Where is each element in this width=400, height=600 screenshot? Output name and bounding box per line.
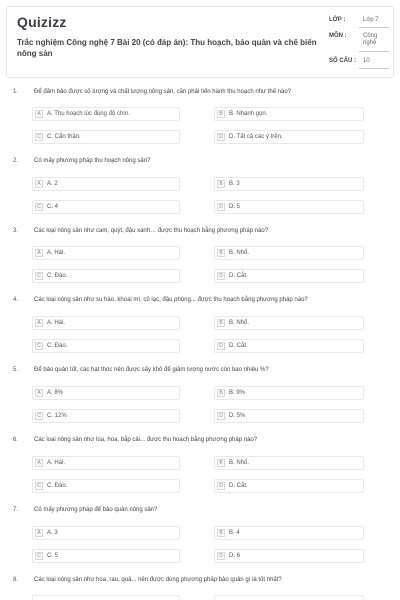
option-letter: D (217, 203, 225, 211)
answer-option[interactable] (214, 409, 364, 423)
answer-option[interactable] (32, 479, 180, 493)
answer-option[interactable] (214, 549, 364, 563)
option-letter: A (35, 389, 43, 397)
option-letter: C (35, 412, 43, 420)
answer-option[interactable] (214, 456, 364, 470)
question-number: 7. (13, 507, 19, 513)
worksheet-title: Trắc nghiệm Công nghệ 7 Bài 20 (có đáp án): Thu hoạch, bảo quản và chế biến nông sản (17, 38, 317, 58)
option-letter: D (217, 552, 225, 560)
option-letter: C (35, 482, 43, 490)
answer-option[interactable] (214, 595, 364, 600)
option-text: A. 8% (47, 390, 64, 396)
answer-option[interactable] (32, 269, 180, 283)
question-number: 8. (13, 577, 19, 583)
question-number: 1. (13, 89, 19, 95)
answer-option[interactable] (32, 246, 180, 260)
option-letter: D (217, 412, 225, 420)
question-text: Có mấy phương pháp để bảo quản nông sản? (34, 507, 158, 513)
answer-option[interactable] (32, 107, 180, 121)
option-text: C. Đào. (47, 483, 68, 489)
option-text: D. Cắt. (229, 483, 248, 489)
option-letter: B (217, 529, 225, 537)
grade-value: Lớp 7 (363, 17, 379, 23)
question-number: 3. (13, 228, 19, 234)
option-text: C. Đào. (47, 343, 68, 349)
option-text: A. Hái. (47, 460, 66, 466)
option-letter: B (217, 459, 225, 467)
option-letter: A (35, 110, 43, 118)
question-text: Các loại nông sản như hoa, rau, quả... nên được dùng phương pháp bảo quản gì là tốt nhất? (34, 577, 282, 583)
option-text: D. 6 (229, 553, 241, 559)
option-letter: A (35, 319, 43, 327)
meta-divider (359, 68, 389, 69)
option-letter: A (35, 529, 43, 537)
grade-label: LỚP : (329, 17, 346, 23)
question-text: Để bảo quản tốt, các hạt thóc nên được sấy khô để giảm lượng nước còn bao nhiêu %? (34, 367, 269, 373)
answer-option[interactable] (32, 177, 180, 191)
question-text: Các loại nông sản như su hào, khoai mì, củ lạc, đậu phộng... được thu hoạch bằng phương pháp nào? (34, 297, 308, 303)
option-text: B. Nhanh gọn. (229, 111, 268, 117)
subject-label: MÔN : (329, 33, 347, 39)
answer-option[interactable] (32, 386, 180, 400)
option-letter: D (217, 482, 225, 490)
option-text: B. 3 (229, 181, 240, 187)
option-text: B. 9% (229, 390, 246, 396)
answer-option[interactable] (32, 200, 180, 214)
question-number: 2. (13, 158, 19, 164)
answer-option[interactable] (32, 456, 180, 470)
option-text: D. 5% (229, 413, 246, 419)
option-letter: B (217, 389, 225, 397)
answer-option[interactable] (214, 246, 364, 260)
option-letter: A (35, 180, 43, 188)
option-letter: D (217, 272, 225, 280)
question-text: Để đảm bảo được số lượng và chất lượng nông sản, cần phải tiến hành thu hoạch như thế nào? (34, 89, 292, 95)
answer-option[interactable] (214, 339, 364, 353)
count-label: SỐ CÂU : (329, 58, 356, 64)
option-text: C. 5 (47, 553, 59, 559)
option-letter: B (217, 180, 225, 188)
option-text: A. 2 (47, 181, 58, 187)
option-letter: B (217, 319, 225, 327)
subject-value: Công nghệ (363, 33, 378, 46)
option-text: C. 4 (47, 204, 59, 210)
option-text: C. Cẩn thận. (47, 134, 81, 140)
answer-option[interactable] (214, 200, 364, 214)
question-number: 5. (13, 367, 19, 373)
answer-option[interactable] (214, 479, 364, 493)
option-text: D. Cắt. (229, 343, 248, 349)
option-text: C. Đào. (47, 273, 68, 279)
meta-divider (359, 51, 389, 52)
answer-option[interactable] (214, 526, 364, 540)
option-letter: A (35, 459, 43, 467)
question-text: Các loại nông sản như lúa, hoa, bắp cải... được thu hoạch bằng phương pháp nào? (34, 437, 258, 443)
answer-option[interactable] (32, 526, 180, 540)
option-text: D. Tất cả các ý trên. (229, 134, 283, 140)
option-letter: C (35, 342, 43, 350)
option-letter: C (35, 203, 43, 211)
option-letter: A (35, 249, 43, 257)
option-letter: D (217, 133, 225, 141)
answer-option[interactable] (214, 269, 364, 283)
answer-option[interactable] (32, 595, 180, 600)
option-text: D. Cắt. (229, 273, 248, 279)
quizizz-logo: Quizizz (17, 14, 67, 30)
meta-divider (359, 27, 389, 28)
option-letter: C (35, 133, 43, 141)
option-text: A. 3 (47, 530, 58, 536)
answer-option[interactable] (214, 177, 364, 191)
option-text: C. 12% (47, 413, 67, 419)
option-letter: C (35, 552, 43, 560)
option-text: D. 5 (229, 204, 241, 210)
answer-option[interactable] (32, 339, 180, 353)
count-value: 10 (363, 58, 370, 64)
option-text: B. Nhổ. (229, 460, 250, 466)
option-text: A. Hái. (47, 320, 66, 326)
option-text: A. Hái. (47, 250, 66, 256)
option-text: B. Nhổ. (229, 320, 250, 326)
answer-option[interactable] (214, 386, 364, 400)
question-text: Có mấy phương pháp thu hoạch nông sản? (34, 158, 151, 164)
answer-option[interactable] (32, 549, 180, 563)
option-text: A. Thu hoạch lúc đúng độ chín. (47, 111, 130, 117)
question-number: 6. (13, 437, 19, 443)
option-text: B. 4 (229, 530, 240, 536)
option-letter: D (217, 342, 225, 350)
answer-option[interactable] (214, 130, 364, 144)
option-text: B. Nhổ. (229, 250, 250, 256)
answer-option[interactable] (32, 409, 180, 423)
worksheet-header (6, 6, 394, 78)
answer-option[interactable] (214, 316, 364, 330)
option-letter: C (35, 272, 43, 280)
question-text: Các loại nông sản như cam, quýt, đậu xanh… được thu hoạch bằng phương pháp nào? (34, 228, 269, 234)
answer-option[interactable] (32, 130, 180, 144)
answer-option[interactable] (214, 107, 364, 121)
option-letter: B (217, 249, 225, 257)
option-letter: B (217, 110, 225, 118)
question-number: 4. (13, 297, 19, 303)
answer-option[interactable] (32, 316, 180, 330)
